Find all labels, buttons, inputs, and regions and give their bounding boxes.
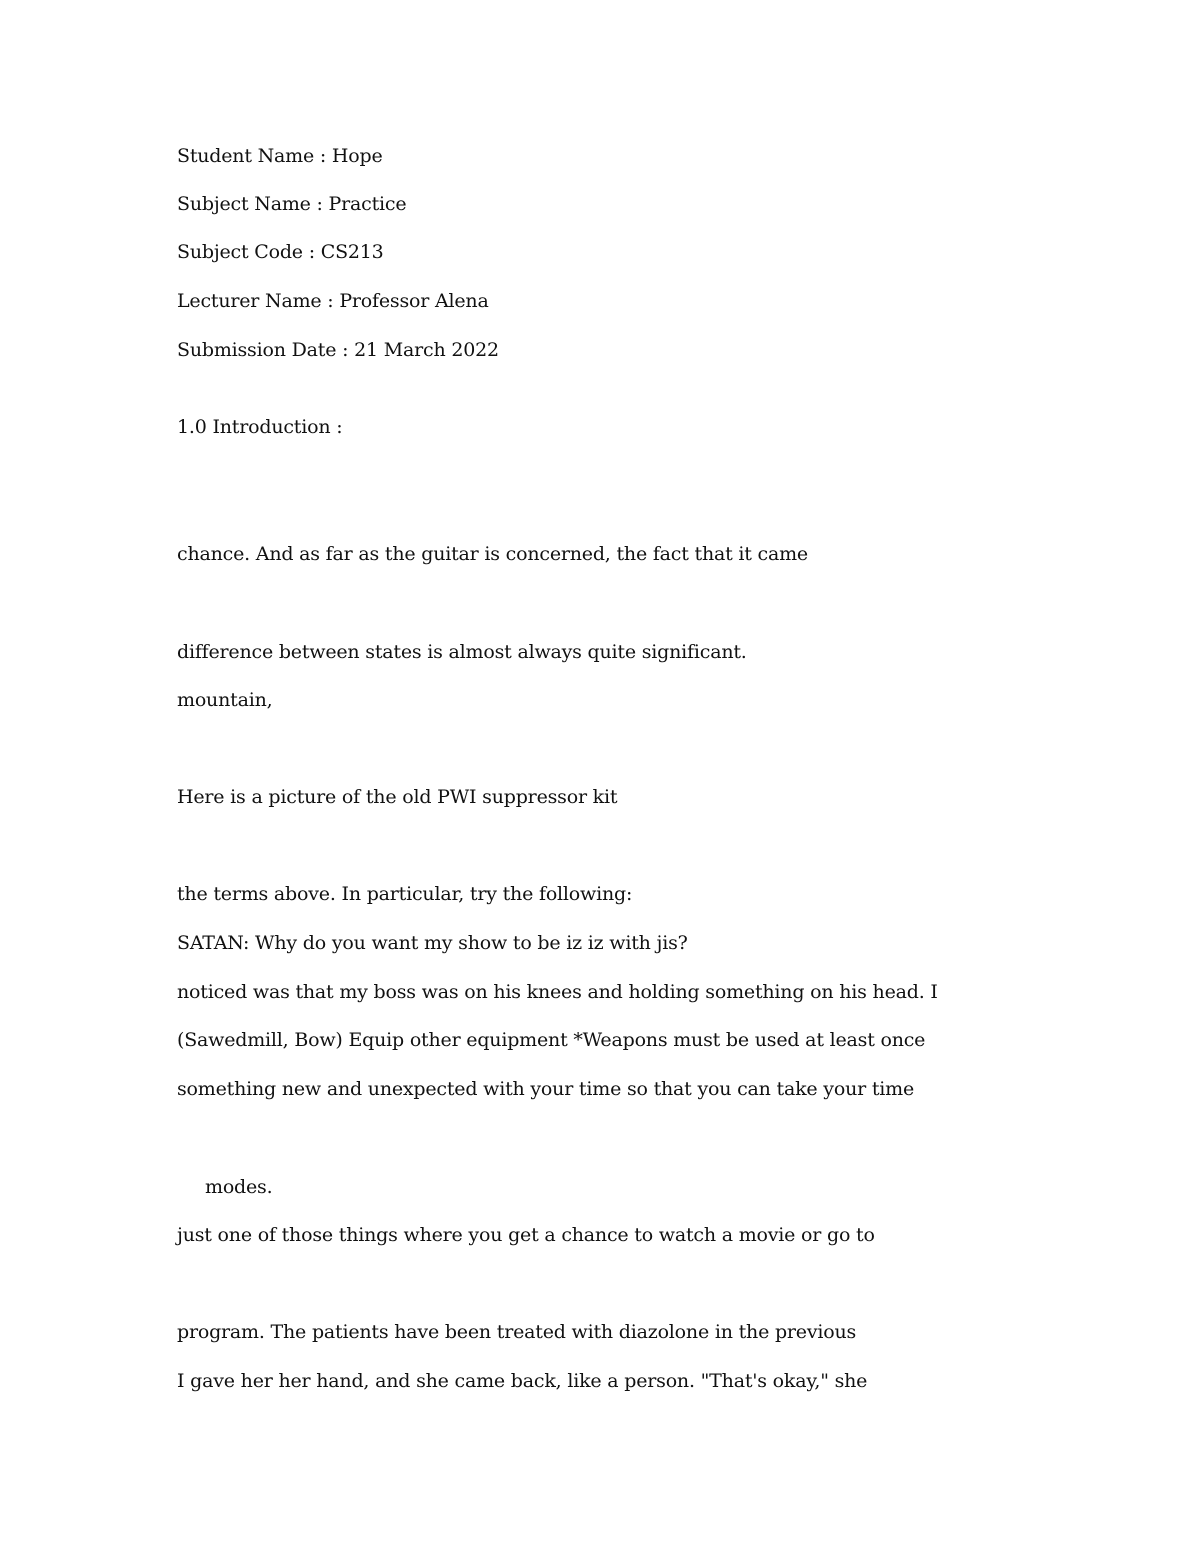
body-line: chance. And as far as the guitar is concerned, the fact that it came xyxy=(177,543,808,565)
body-line: SATAN: Why do you want my show to be iz iz with jis? xyxy=(177,932,688,954)
body-line: difference between states is almost always quite significant. xyxy=(177,641,747,663)
submission-date-line: Submission Date : 21 March 2022 xyxy=(177,339,499,361)
body-line: noticed was that my boss was on his knees and holding something on his head. I xyxy=(177,981,938,1003)
subject-code-line: Subject Code : CS213 xyxy=(177,241,384,263)
lecturer-name-line: Lecturer Name : Professor Alena xyxy=(177,290,489,312)
section-heading: 1.0 Introduction : xyxy=(177,416,343,438)
body-line: modes. xyxy=(205,1176,273,1198)
student-name-line: Student Name : Hope xyxy=(177,145,383,167)
body-line: something new and unexpected with your time so that you can take your time xyxy=(177,1078,915,1100)
body-line: mountain, xyxy=(177,689,273,711)
body-line: I gave her her hand, and she came back, like a person. "That's okay," she xyxy=(177,1370,868,1392)
body-line: Here is a picture of the old PWI suppressor kit xyxy=(177,786,618,808)
body-line: just one of those things where you get a chance to watch a movie or go to xyxy=(177,1224,875,1246)
subject-name-line: Subject Name : Practice xyxy=(177,193,407,215)
body-line: (Sawedmill, Bow) Equip other equipment *Weapons must be used at least once xyxy=(177,1029,926,1051)
body-line: the terms above. In particular, try the following: xyxy=(177,883,633,905)
body-line: program. The patients have been treated with diazolone in the previous xyxy=(177,1321,857,1343)
